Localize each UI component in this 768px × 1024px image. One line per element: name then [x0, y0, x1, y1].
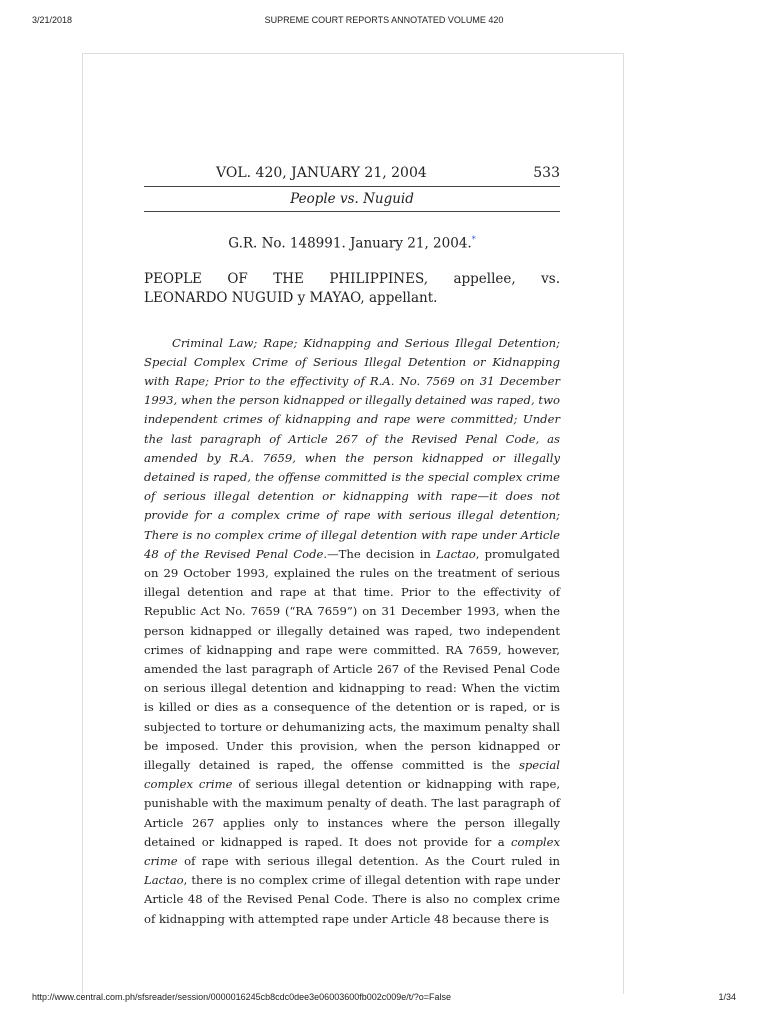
print-title: SUPREME COURT REPORTS ANNOTATED VOLUME 420	[264, 15, 504, 25]
body-text-5: , there is no complex crime of illegal detention with rape under Article 48 of the Revised Penal Code. There is also no complex crime of kidnapping with attempted rape under Article 48 because there is	[144, 873, 560, 926]
body-text-1: —The decision in	[327, 546, 437, 561]
parties-line-2: LEONARDO NUGUID y MAYAO, appellant.	[144, 289, 438, 306]
short-title: People vs. Nuguid	[290, 191, 414, 207]
page-number: 533	[533, 165, 560, 181]
syllabus-keywords: Criminal Law; Rape; Kidnapping and Serious Illegal Detention; Special Complex Crime of Serious Illegal Detention or Kidnapping with Rape; Prior to the effectivity of R.A. No. 7569 on 31 December 1993, when the person kidnapped or illegally detained was raped, two independent crimes of kidnapping and rape were committed; Under the last paragraph of Article 267 of the Revised Penal Code, as amended by R.A. 7659, when the person kidnapped or illegally detained is raped, the offense committed is the special complex crime of serious illegal detention or kidnapping with rape—it does not provide for a complex crime of rape with serious illegal detention; There is no complex crime of illegal detention with rape under Article 48 of the Revised Penal Code.	[144, 335, 560, 561]
print-footer	[0, 992, 768, 1006]
body-text-2: , promulgated on 29 October 1993, explained the rules on the treatment of serious illegal detention and rape at that time. Prior to the effectivity of Republic Act No. 7659 (“RA 7659”) on 31 December 1993, when the person kidnapped or illegally detained was raped, two independent crimes of kidnapping and rape were committed. RA 7659, however, amended the last paragraph of Article 267 of the Revised Penal Code on serious illegal detention and kidnapping to read: When the victim is killed or dies as a consequence of the detention or is raped, or is subjected to torture or dehumanizing acts, the maximum penalty shall be imposed. Under this provision, when the person kidnapped or illegally detained is raped, the offense committed is the	[144, 546, 560, 772]
syllabus-paragraph	[144, 334, 560, 929]
document-content	[144, 160, 560, 929]
term-complex-crime: complex crime	[144, 834, 560, 868]
header-rule-bottom	[144, 211, 560, 212]
volume-line: VOL. 420, JANUARY 21, 2004	[216, 165, 427, 181]
body-text-3: of serious illegal detention or kidnapping with rape, punishable with the maximum penalty of death. The last paragraph of Article 267 applies only to instances where the person illegally detained or kidnapped is raped. It does not provide for a	[144, 777, 561, 849]
print-date: 3/21/2018	[32, 15, 73, 25]
case-number	[144, 230, 560, 254]
body-text-4: of rape with serious illegal detention. As the Court ruled in	[177, 853, 560, 868]
parties-line-1: PEOPLE OF THE PHILIPPINES, appellee, vs.	[144, 270, 560, 287]
print-header	[0, 15, 768, 29]
case-ref-lactao-2: Lactao	[144, 873, 184, 888]
paragraph-indent	[144, 336, 172, 350]
print-page-count: 1/34	[718, 992, 736, 1002]
parties	[144, 270, 560, 308]
running-head	[144, 160, 560, 186]
case-number-text: G.R. No. 148991. January 21, 2004.	[228, 235, 472, 252]
print-url: http://www.central.com.ph/sfsreader/session/0000016245cb8cdc0dee3e06003600fb002c009e/t/?o=False	[32, 992, 452, 1002]
term-special-complex-crime: special complex crime	[144, 757, 560, 792]
case-ref-lactao: Lactao	[436, 546, 476, 561]
footnote-link[interactable]: *	[471, 235, 476, 244]
